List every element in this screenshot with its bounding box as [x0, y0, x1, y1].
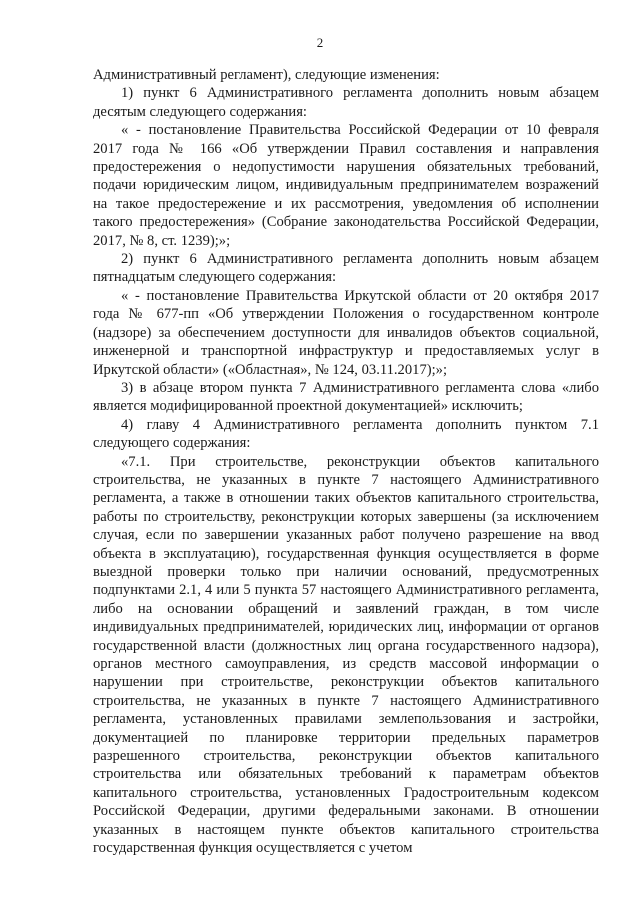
paragraph: Административный регламент), следующие изменения:	[93, 67, 440, 83]
paragraph: «7.1. При строительстве, реконструкции объектов капитального строительства, не указанных в пункте 7 настоящего Административного регламента, а также в отношении таких объектов капитального строительства, работы по строительству, реконструкции которых завершены (за исключением случая, если по завершении указанных работ получено разрешение на ввод объекта в эксплуатацию), государственная функция осуществляется в форме выездной проверки только при наличии оснований, предусмотренных подпунктами 2.1, 4 или 5 пункта 57 настоящего Административного регламента, либо на основании обращений и заявлений граждан, в том числе индивидуальных предпринимателей, юридических лиц, информации от органов государственной власти (должностных лиц органа государственного надзора), органов местного самоуправления, из средств массовой информации о нарушении при строительстве, реконструкции объектов капитального строительства, не указанных в пункте 7 настоящего Административного регламента, установленных правилами землепользования и застройки, документацией по планировке территории предельных параметров разрешенного строительства, реконструкции объектов капитального строительства или обязательных требований к параметрам объектов капитального строительства, установленных Градостроительным кодексом Российской Федерации, другими федеральными законами. В отношении указанных в настоящем пункте объектов капитального строительства государственная функция осуществляется с учетом	[93, 453, 599, 857]
paragraph: « - постановление Правительства Российской Федерации от 10 февраля 2017 года № 166 «Об утверждении Правил составления и направления предостережения о недопустимости нарушения обязательных требований, подачи юридическим лицом, индивидуальным предпринимателем возражений на такое предостережение и их рассмотрения, уведомления об исполнении такого предостережения» (Собрание законодательства Российской Федерации, 2017, № 8, ст. 1239);»;	[93, 122, 599, 249]
paragraph: 4) главу 4 Административного регламента дополнить пунктом 7.1 следующего содержания:	[93, 416, 599, 452]
paragraph: 2) пункт 6 Административного регламента дополнить новым абзацем пятнадцатым следующего содержания:	[93, 251, 599, 286]
paragraph: « - постановление Правительства Иркутской области от 20 октября 2017 года № 677-пп «Об утверждении Положения о государственном контроле (надзоре) за обеспечением доступности для инвалидов объектов социальной, инженерной и транспортной инфраструктур и предоставляемых услуг в Иркутской области» («Областная», № 124, 03.11.2017);»;	[93, 287, 599, 378]
page-number: 2	[316, 35, 324, 50]
paragraph: 3) в абзаце втором пункта 7 Административного регламента слова «либо является модифицированной проектной документацией» исключить;	[93, 379, 599, 415]
paragraph: 1) пункт 6 Административного регламента дополнить новым абзацем десятым следующего содержания:	[93, 85, 599, 120]
document-body	[93, 66, 599, 857]
